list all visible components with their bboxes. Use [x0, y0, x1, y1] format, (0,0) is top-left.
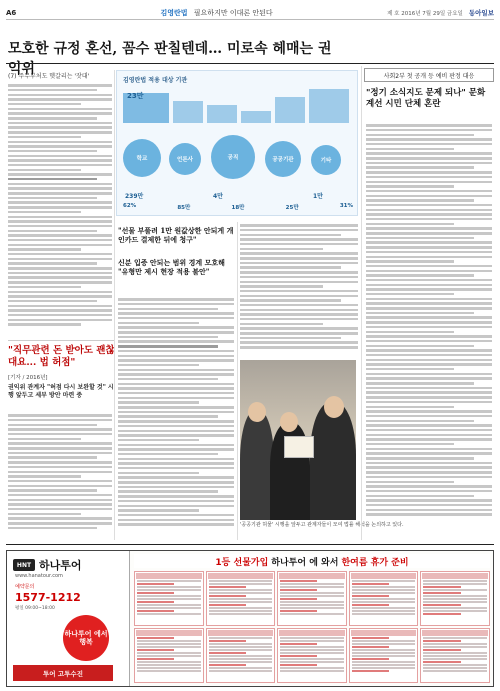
infographic-bar — [241, 111, 271, 123]
section-highlight: 김영란법 — [160, 8, 188, 17]
photo-face — [248, 402, 266, 422]
article-col-1 — [8, 82, 112, 340]
ad-banner-red-1: 1등 선물가입 — [215, 557, 269, 568]
ad-banner — [134, 554, 490, 568]
info-value: 62% — [123, 203, 137, 209]
infographic-values — [123, 203, 353, 211]
ad-url[interactable]: www.hanatour.com — [15, 573, 63, 579]
photo-person — [240, 410, 274, 520]
ad-product-cell[interactable] — [206, 628, 276, 683]
ad-phone[interactable]: 1577-1212 — [15, 591, 81, 604]
info-value: 85만 — [177, 205, 191, 211]
main-headline: 모호한 규정 혼선, 꼼수 판칠텐데… 미로속 헤매는 권익위 — [8, 41, 332, 77]
quote-byline: [기자 / 2016년] — [8, 375, 48, 381]
headline-rule — [6, 63, 494, 64]
ad-phone-hours: 평일 09:00~18:00 — [15, 606, 55, 611]
article-kicker: (7) 주무부처도 헷갈리는 '잣대' — [8, 73, 90, 80]
issue-info: 제 호 2016년 7월 29일 금요일 — [387, 10, 463, 17]
circle-public: 공직 — [211, 135, 255, 179]
circle-press: 언론사 — [169, 143, 201, 175]
ad-product-cell[interactable] — [206, 571, 276, 626]
infographic-bar — [275, 97, 305, 123]
subhead-middle-2: 신분 입증 안되는 범위 경계 모호해 "유형만 제시 현장 적용 불안" — [118, 258, 225, 277]
column-divider — [361, 66, 362, 540]
quote-rule — [8, 340, 114, 341]
ad-product-cell[interactable] — [420, 628, 490, 683]
article-col-3 — [240, 222, 358, 356]
quote-subhead: 권익위 관계자 "허점 다시 보완할 것" 시행 앞두고 세부 방안 마련 중 — [8, 384, 114, 399]
infographic-bar — [309, 89, 349, 123]
ad-phone-label: 예약문의 — [15, 584, 35, 590]
infographic-big-number: 23만 — [127, 92, 144, 100]
ad-strip: 투어 고투수진 — [13, 665, 113, 681]
photo-face — [324, 396, 344, 418]
infographic-bar — [207, 105, 237, 123]
ad-banner-black: 하나투어 에 와서 — [271, 557, 339, 568]
page-number: A6 — [6, 8, 17, 17]
ad-product-cell[interactable] — [420, 571, 490, 626]
infographic-bar — [173, 101, 203, 123]
ad-product-cell[interactable] — [134, 571, 204, 626]
right-column-label: 사회2부 첫 공개 등 예비 판정 대응 — [364, 68, 494, 82]
section-title — [46, 8, 387, 18]
article-col-2 — [118, 296, 234, 540]
photo-document — [284, 436, 314, 458]
ad-banner-red-2: 한여름 휴가 준비 — [341, 557, 409, 568]
photo-person — [310, 402, 356, 520]
ad-product-cell[interactable] — [277, 628, 347, 683]
article-col-right — [366, 122, 492, 540]
ad-product-grid — [134, 571, 490, 683]
ad-badge: 하나투어 에서 행복 — [63, 615, 109, 661]
ad-product-panel — [129, 551, 493, 686]
ad-logo — [13, 557, 82, 573]
infographic-bars — [123, 85, 353, 123]
column-divider — [114, 70, 115, 540]
advertisement[interactable] — [6, 550, 494, 687]
page-header — [6, 6, 494, 20]
ad-brand-panel — [7, 551, 129, 686]
news-photo — [240, 360, 356, 520]
ad-product-cell[interactable] — [134, 628, 204, 683]
section-title-text: 필요하지만 이대론 안된다 — [193, 8, 273, 17]
infographic-circles — [123, 131, 353, 187]
subhead-middle-1: "선물 부풀려 1만 원값상한 안되게 개인카드 결제한 뒤에 청구" — [118, 226, 234, 245]
circle-school: 학교 — [123, 139, 161, 177]
ad-product-cell[interactable] — [277, 571, 347, 626]
info-value: 25만 — [285, 205, 299, 211]
infographic-title: 김영란법 적용 대상 기관 — [123, 77, 188, 84]
info-stat: 239만 — [125, 193, 144, 200]
quote-headline: "직무관련 돈 받아도 괜찮대요... 법 허점" — [8, 345, 115, 369]
right-column-headline: "정기 소식지도 문제 되나" 문화계선 시민 단체 혼란 — [366, 88, 486, 110]
article-col-1b — [8, 412, 112, 540]
ad-product-cell[interactable] — [349, 571, 419, 626]
photo-caption: '공공기관 허물' 시행을 앞두고 관계자들이 모여 법률 해석을 논의하고 있다. — [240, 522, 404, 528]
info-stat: 1만 — [313, 193, 323, 200]
photo-face — [280, 412, 298, 432]
ad-brand-name: 하나투어 — [39, 559, 82, 572]
info-value: 18만 — [231, 205, 245, 211]
paper-logo: 동아일보 — [468, 9, 494, 17]
ad-rule — [6, 544, 494, 545]
ad-brand-mark: HNT — [13, 559, 35, 571]
infographic — [116, 70, 358, 216]
column-divider — [237, 222, 238, 540]
circle-institution: 공공기관 — [265, 141, 301, 177]
info-stat: 4만 — [213, 193, 223, 200]
info-value: 31% — [339, 203, 353, 209]
circle-other: 기타 — [311, 145, 341, 175]
ad-product-cell[interactable] — [349, 628, 419, 683]
